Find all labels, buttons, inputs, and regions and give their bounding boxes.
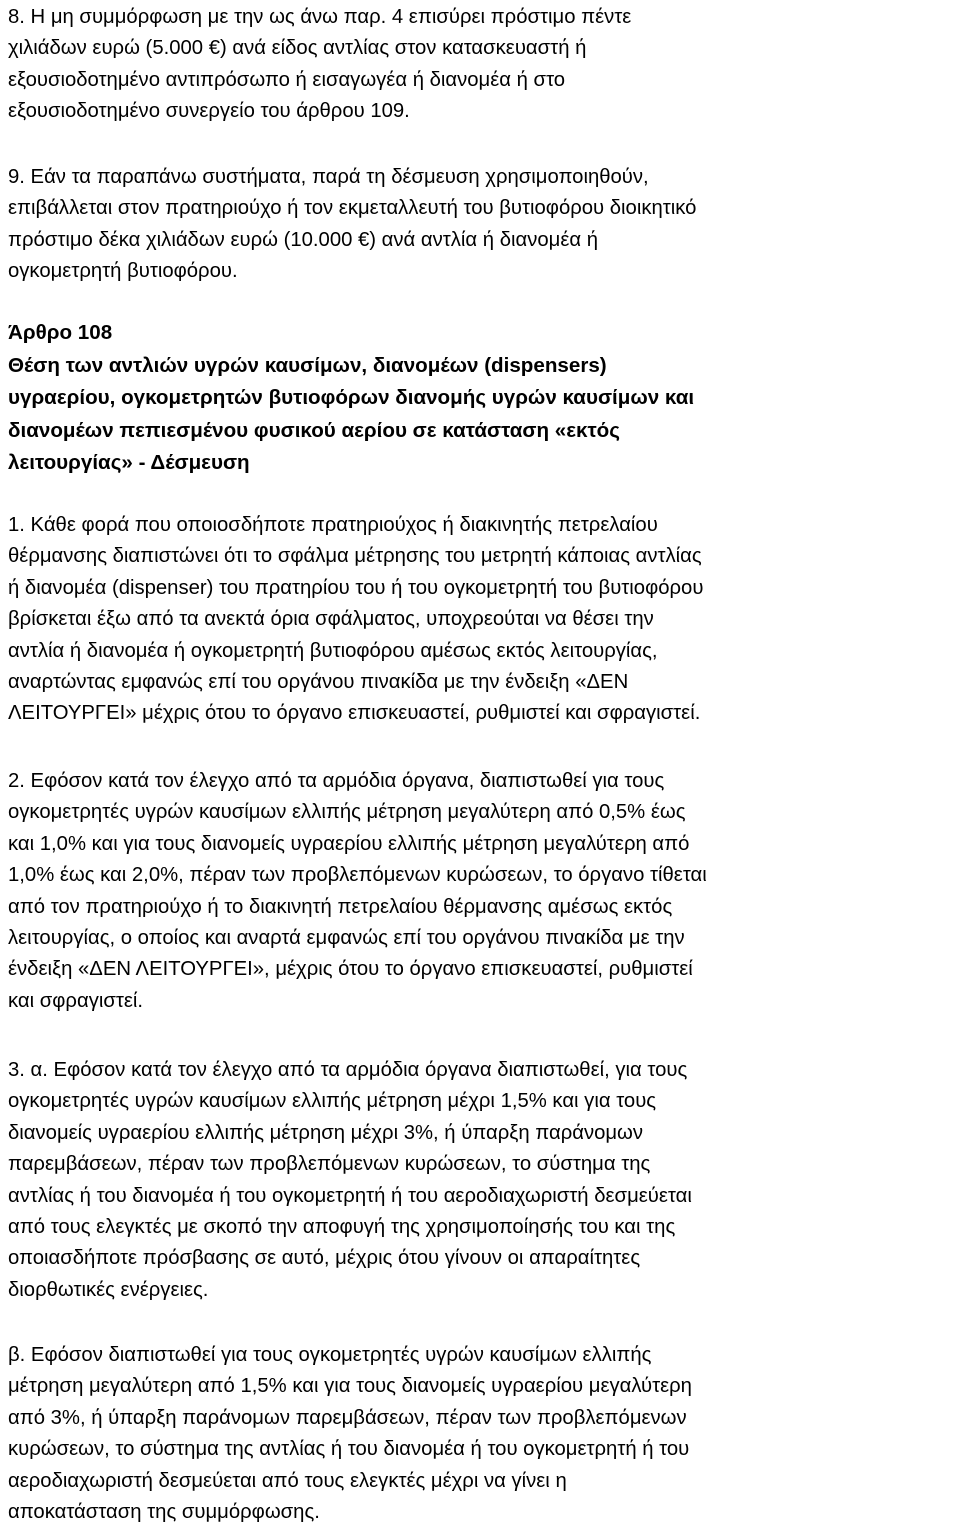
- text-line: ογκομετρητές υγρών καυσίμων ελλιπής μέτρηση μέχρι 1,5% και για τους: [8, 1090, 657, 1113]
- text-line: κυρώσεων, το σύστημα της αντλίας ή του διανομέα ή του ογκομετρητή ή του: [8, 1438, 690, 1461]
- text-line: ογκομετρητές υγρών καυσίμων ελλιπής μέτρηση μεγαλύτερη από 0,5% έως: [8, 801, 686, 824]
- text-line: 1,0% έως και 2,0%, πέραν των προβλεπόμενων κυρώσεων, το όργανο τίθεται: [8, 864, 707, 887]
- text-line: λειτουργίας, ο οποίος και αναρτά εμφανώς επί του οργάνου πινακίδα με την: [8, 927, 685, 950]
- article-title: Άρθρο 108: [8, 321, 113, 344]
- article-heading-line: υγραερίου, ογκομετρητών βυτιοφόρων διανομής υγρών καυσίμων και: [8, 386, 695, 410]
- section-1: [8, 510, 703, 730]
- section-2: [8, 766, 707, 1017]
- text-line: αναρτώντας εμφανώς επί του οργάνου πινακίδα με την ένδειξη «ΔΕΝ: [8, 671, 629, 694]
- section-3b: [8, 1340, 692, 1528]
- text-line: ΛΕΙΤΟΥΡΓΕΙ» μέχρις ότου το όργανο επισκευαστεί, ρυθμιστεί και σφραγιστεί.: [8, 702, 701, 725]
- text-line: 9. Εάν τα παραπάνω συστήματα, παρά τη δέσμευση χρησιμοποιηθούν,: [8, 166, 649, 188]
- text-line: 8. Η μη συμμόρφωση με την ως άνω παρ. 4 επισύρει πρόστιμο πέντε: [8, 6, 632, 28]
- text-line: από 3%, ή ύπαρξη παράνομων παρεμβάσεων, πέραν των προβλεπόμενων: [8, 1406, 687, 1429]
- text-line: χιλιάδων ευρώ (5.000 €) ανά είδος αντλίας στον κατασκευαστή ή: [8, 37, 587, 60]
- text-line: μέτρηση μεγαλύτερη από 1,5% και για τους διανομείς υγραερίου μεγαλύτερη: [8, 1375, 692, 1398]
- article-heading-line: Θέση των αντλιών υγρών καυσίμων, διανομέων (dispensers): [8, 353, 607, 377]
- text-line: 1. Κάθε φορά που οποιοσδήποτε πρατηριούχος ή διακινητής πετρελαίου: [8, 514, 658, 536]
- text-line: αντλία ή διανομέα ή ογκομετρητή βυτιοφόρου αμέσως εκτός λειτουργίας,: [8, 639, 658, 662]
- article-heading-line: διανομέων πεπιεσμένου φυσικού αερίου σε κατάσταση «εκτός: [8, 418, 620, 442]
- text-line: διανομείς υγραερίου ελλιπής μέτρηση μέχρι 3%, ή ύπαρξη παράνομων: [8, 1121, 644, 1144]
- text-line: 2. Εφόσον κατά τον έλεγχο από τα αρμόδια όργανα, διαπιστωθεί για τους: [8, 770, 665, 792]
- text-line: ογκομετρητή βυτιοφόρου.: [8, 260, 238, 283]
- text-line: και σφραγιστεί.: [8, 989, 144, 1012]
- paragraph-9: [8, 162, 696, 288]
- text-line: ένδειξη «ΔΕΝ ΛΕΙΤΟΥΡΓΕΙ», μέχρις ότου το όργανο επισκευαστεί, ρυθμιστεί: [8, 958, 693, 981]
- text-line: από τον πρατηριούχο ή το διακινητή πετρελαίου θέρμανσης αμέσως εκτός: [8, 895, 673, 918]
- text-line: αντλίας ή του διανομέα ή του ογκομετρητή ή του αεροδιαχωριστή δεσμεύεται: [8, 1184, 692, 1207]
- text-line: από τους ελεγκτές με σκοπό την αποφυγή της χρησιμοποίησής του και της: [8, 1216, 676, 1239]
- text-line: αποκατάσταση της συμμόρφωσης.: [8, 1501, 320, 1524]
- article-heading-line: λειτουργίας» - Δέσμευση: [8, 451, 250, 475]
- text-line: 3. α. Εφόσον κατά τον έλεγχο από τα αρμόδια όργανα διαπιστωθεί, για τους: [8, 1059, 688, 1081]
- text-line: εξουσιοδοτημένο αντιπρόσωπο ή εισαγωγέα ή διανομέα ή στο: [8, 68, 566, 91]
- text-line: αεροδιαχωριστή δεσμεύεται από τους ελεγκτές μέχρι να γίνει η: [8, 1469, 567, 1492]
- text-line: παρεμβάσεων, πέραν των προβλεπόμενων κυρώσεων, το σύστημα της: [8, 1153, 651, 1176]
- text-line: θέρμανσης διαπιστώνει ότι το σφάλμα μέτρησης του μετρητή κάποιας αντλίας: [8, 545, 702, 568]
- text-line: επιβάλλεται στον πρατηριούχο ή τον εκμεταλλευτή του βυτιοφόρου διοικητικό: [8, 197, 697, 220]
- section-3a: [8, 1055, 692, 1306]
- text-line: διορθωτικές ενέργειες.: [8, 1278, 209, 1301]
- text-line: οποιασδήποτε πρόσβασης σε αυτό, μέχρις ότου γίνουν οι απαραίτητες: [8, 1247, 641, 1270]
- text-line: β. Εφόσον διαπιστωθεί για τους ογκομετρητές υγρών καυσίμων ελλιπής: [8, 1344, 652, 1366]
- text-line: πρόστιμο δέκα χιλιάδων ευρώ (10.000 €) ανά αντλία ή διανομέα ή: [8, 228, 599, 251]
- paragraph-8: [8, 2, 631, 128]
- article-heading: [8, 317, 694, 480]
- text-line: εξουσιοδοτημένο συνεργείο του άρθρου 109.: [8, 100, 410, 123]
- text-line: ή διανομέα (dispenser) του πρατηρίου του ή του ογκομετρητή του βυτιοφόρου: [8, 576, 704, 599]
- text-line: βρίσκεται έξω από τα ανεκτά όρια σφάλματος, υποχρεούται να θέσει την: [8, 608, 654, 631]
- text-line: και 1,0% και για τους διανομείς υγραερίου ελλιπής μέτρηση μεγαλύτερη από: [8, 832, 690, 855]
